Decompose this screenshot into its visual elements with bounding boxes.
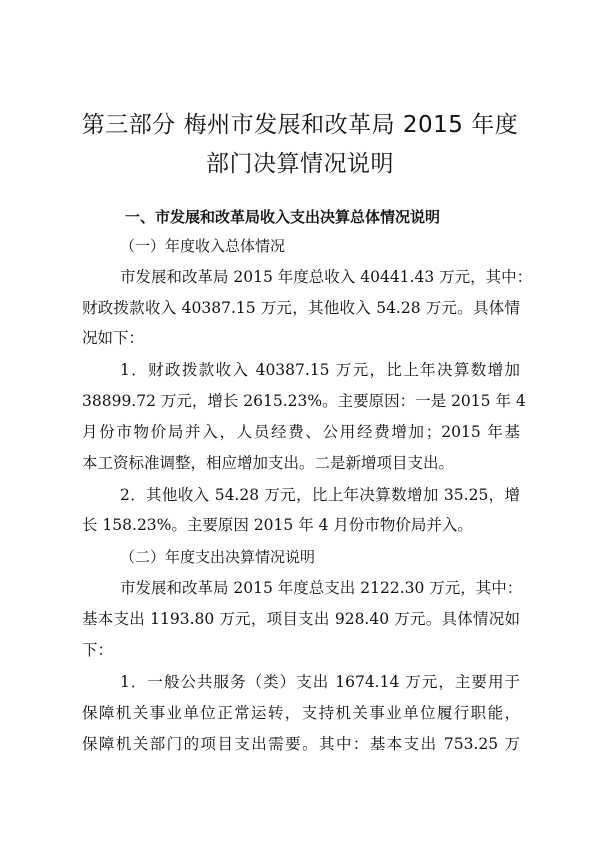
expense-item1-line-1: 1．一般公共服务（类）支出 1674.14 万元，主要用于	[120, 673, 520, 691]
page-title-line-2: 部门决算情况说明	[206, 151, 394, 177]
income-item2-line-1: 2．其他收入 54.28 万元，比上年决算数增加 35.25，增	[120, 486, 520, 504]
expense-para-line-3: 下：	[82, 641, 114, 659]
income-item1-line-4: 本工资标准调整，相应增加支出。二是新增项目支出。	[82, 454, 455, 472]
subsection-heading-income: （一）年度收入总体情况	[120, 237, 286, 255]
page-title-line-1: 第三部分 梅州市发展和改革局 2015 年度	[81, 112, 519, 138]
expense-item1-line-2: 保障机关事业单位正常运转，支持机关事业单位履行职能，	[82, 704, 520, 722]
income-para-line-2: 财政拨款收入 40387.15 万元，其他收入 54.28 万元。具体情	[82, 299, 520, 317]
expense-item1-line-3: 保障机关部门的项目支出需要。其中：基本支出 753.25 万	[82, 735, 520, 753]
income-item1-line-3: 月份市物价局并入，人员经费、公用经费增加；2015 年基	[82, 423, 520, 441]
expense-para-line-1: 市发展和改革局 2015 年度总支出 2122.30 万元，其中：	[120, 579, 523, 597]
section-heading: 一、市发展和改革局收入支出决算总体情况说明	[125, 208, 441, 226]
income-item1-line-1: 1．财政拨款收入 40387.15 万元，比上年决算数增加	[120, 361, 520, 379]
income-para-line-3: 况如下：	[82, 329, 145, 347]
income-item2-line-2: 长 158.23%。主要原因 2015 年 4 月份市物价局并入。	[82, 516, 473, 534]
income-para-line-1: 市发展和改革局 2015 年度总收入 40441.43 万元，其中：	[120, 268, 533, 286]
expense-para-line-2: 基本支出 1193.80 万元，项目支出 928.40 万元。具体情况如	[82, 610, 520, 628]
subsection-heading-expense: （二）年度支出决算情况说明	[120, 548, 316, 566]
income-item1-line-2: 38899.72 万元，增长 2615.23%。主要原因：一是 2015 年 4	[82, 392, 526, 410]
